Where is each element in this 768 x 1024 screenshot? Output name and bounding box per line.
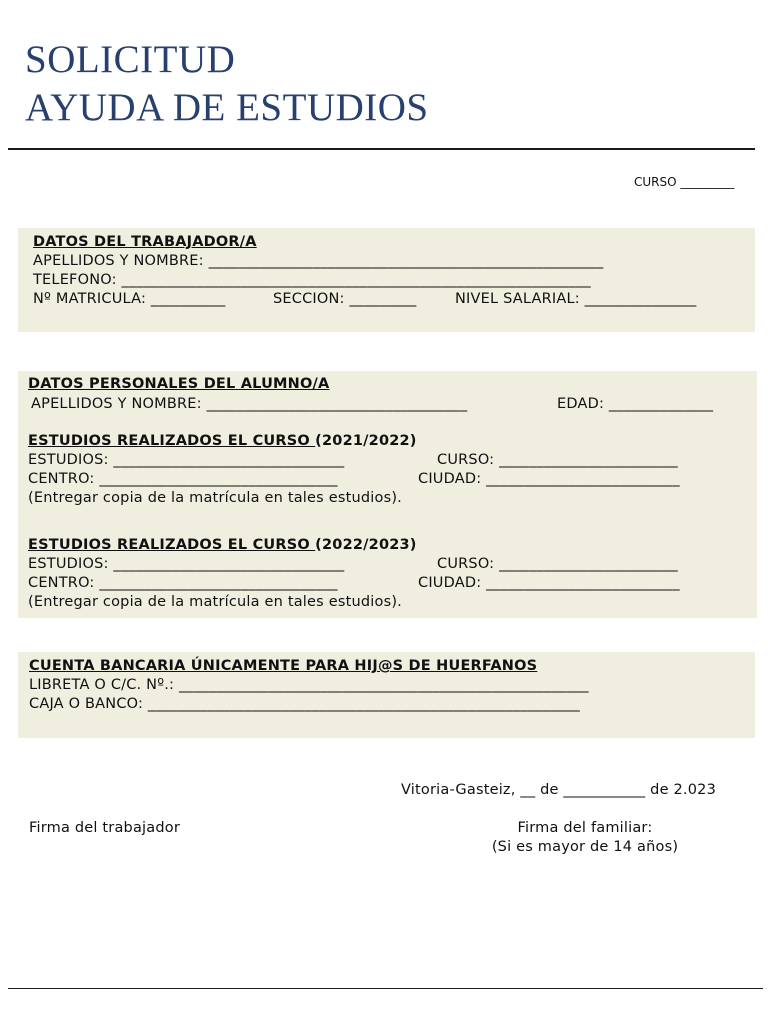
curso1-heading bbox=[28, 432, 417, 451]
curso2-curso-field[interactable]: CURSO: ________________________ bbox=[437, 556, 678, 572]
fecha-field[interactable]: Vitoria-Gasteiz, __ de ___________ de 2.023 bbox=[401, 782, 717, 798]
curso2-ciudad-field[interactable]: CIUDAD: __________________________ bbox=[418, 575, 680, 591]
title-line-2: AYUDA DE ESTUDIOS bbox=[25, 86, 429, 129]
document-title bbox=[25, 36, 429, 132]
curso1-year: (2021/2022) bbox=[315, 433, 417, 449]
cuenta-heading: CUENTA BANCARIA ÚNICAMENTE PARA HIJ@S DE HUERFANOS bbox=[29, 658, 538, 674]
trabajador-matricula-field[interactable]: Nº MATRICULA: __________ bbox=[33, 291, 226, 307]
trabajador-seccion-field[interactable]: SECCION: _________ bbox=[273, 291, 417, 307]
cuenta-caja-field[interactable]: CAJA O BANCO: __________________________________________________________ bbox=[29, 696, 581, 712]
top-divider bbox=[8, 148, 755, 150]
curso1-heading-text: ESTUDIOS REALIZADOS EL CURSO bbox=[28, 433, 316, 449]
curso2-note: (Entregar copia de la matrícula en tales estudios). bbox=[28, 594, 402, 610]
trabajador-heading: DATOS DEL TRABAJADOR/A bbox=[33, 234, 257, 250]
curso2-estudios-field[interactable]: ESTUDIOS: _______________________________ bbox=[28, 556, 345, 572]
alumno-heading: DATOS PERSONALES DEL ALUMNO/A bbox=[28, 376, 330, 392]
firma-trabajador-label: Firma del trabajador bbox=[29, 820, 180, 836]
curso2-heading bbox=[28, 536, 417, 555]
curso2-centro-field[interactable]: CENTRO: ________________________________ bbox=[28, 575, 338, 591]
curso-field[interactable]: CURSO _________ bbox=[634, 175, 735, 189]
curso1-estudios-field[interactable]: ESTUDIOS: _______________________________ bbox=[28, 452, 345, 468]
title-line-1: SOLICITUD bbox=[25, 38, 236, 81]
curso1-note: (Entregar copia de la matrícula en tales estudios). bbox=[28, 490, 402, 506]
firma-familiar-note: (Si es mayor de 14 años) bbox=[491, 839, 679, 855]
alumno-edad-field[interactable]: EDAD: ______________ bbox=[557, 396, 714, 412]
trabajador-nivel-field[interactable]: NIVEL SALARIAL: _______________ bbox=[455, 291, 697, 307]
curso1-ciudad-field[interactable]: CIUDAD: __________________________ bbox=[418, 471, 680, 487]
trabajador-telefono-field[interactable]: TELEFONO: _______________________________________________________________ bbox=[33, 272, 591, 288]
curso1-curso-field[interactable]: CURSO: ________________________ bbox=[437, 452, 678, 468]
firma-familiar-label: Firma del familiar: bbox=[517, 820, 653, 836]
curso1-centro-field[interactable]: CENTRO: ________________________________ bbox=[28, 471, 338, 487]
curso2-year: (2022/2023) bbox=[315, 537, 417, 553]
trabajador-apellidos-field[interactable]: APELLIDOS Y NOMBRE: _____________________________________________________ bbox=[33, 253, 604, 269]
alumno-apellidos-field[interactable]: APELLIDOS Y NOMBRE: ___________________________________ bbox=[31, 396, 468, 412]
cuenta-libreta-field[interactable]: LIBRETA O C/C. Nº.: _______________________________________________________ bbox=[29, 677, 589, 693]
bottom-divider bbox=[8, 988, 763, 989]
curso2-heading-text: ESTUDIOS REALIZADOS EL CURSO bbox=[28, 537, 316, 553]
